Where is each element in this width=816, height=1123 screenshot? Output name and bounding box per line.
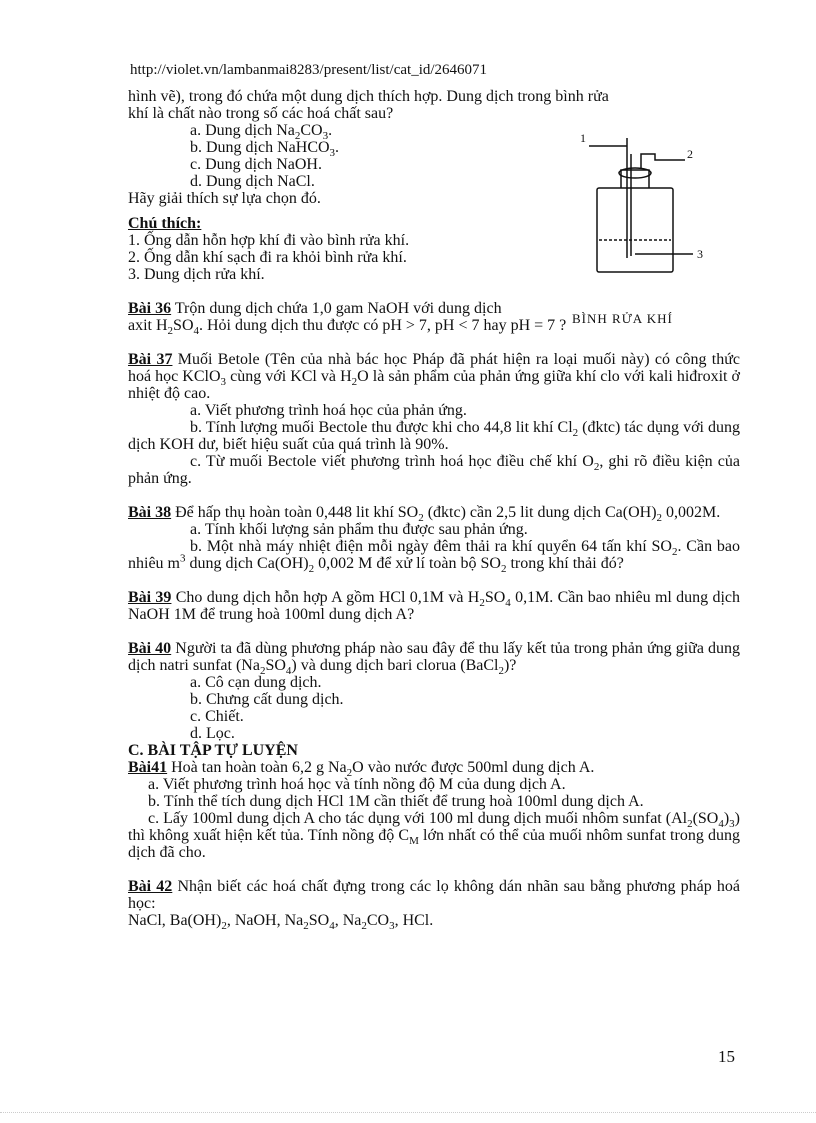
bai40-option-d: d. Lọc. [190, 725, 235, 742]
bai38-a: a. Tính khối lượng sản phẩm thu được sau phản ứng. [190, 521, 528, 538]
bai37-a: a. Viết phương trình hoá học của phản ứng. [190, 402, 467, 419]
bai37-b: b. Tính lượng muối Bectole thu được khi cho 44,8 lit khí $Cl_2$ (đktc) tác dụng với dung dịch KOH dư, biết hiệu suất của quá trình là 90%. [128, 419, 740, 453]
bai38-b: b. Một nhà máy nhiệt điện mỗi ngày đêm thải ra khí quyển 64 tấn khí $SO_2$. Cần bao nhiêu $m^3$ dung dịch $Ca(OH)_2$ 0,002 M để xử lí toàn bộ $SO_2$ trong khí thải đó? [128, 538, 741, 576]
bai37-c: c. Từ muối Bectole viết phương trình hoá học điều chế khí $O_2$, ghi rõ điều kiện của phản ứng. [128, 453, 741, 487]
bai41-c: c. Lấy 100ml dung dịch A cho tác dụng với 100 ml dung dịch muối nhôm sunfat $(Al_2(SO_4)_3)$ thì không xuất hiện kết tủa. Tính nồng độ $C_M$ lớn nhất có thể của muối nhôm sunfat trong dung dịch đã cho. [128, 810, 740, 861]
bai38-title: Bài 38 [128, 504, 172, 521]
bai35-line2: khí là chất nào trong số các hoá chất sau? [128, 105, 394, 122]
bai41-b: b. Tính thể tích dung dịch HCl 1M cần thiết để trung hoà 100ml dung dịch A. [148, 793, 644, 810]
bai40-text: Bài 40 Người ta đã dùng phương pháp nào sau đây để thu lấy kết tủa trong phản ứng giữa dung dịch natri sunfat $(Na_2SO_4)$ và dung dịch bari clorua (BaCl$_2$)? [128, 640, 741, 678]
bai35-option-a: a. Dung dịch $Na_2CO_3$. [190, 122, 333, 143]
page-number: 15 [718, 1047, 735, 1066]
bai35-explain: Hãy giải thích sự lựa chọn đó. [128, 190, 321, 207]
main-text [128, 88, 741, 933]
bai36-title: Bài 36 [128, 300, 172, 317]
bai38-intro: Bài 38 Để hấp thụ hoàn toàn 0,448 lit khí $SO_2$ (đktc) cần 2,5 lit dung dịch $Ca(OH)_2$ 0,002M. [128, 504, 721, 525]
bai37-title: Bài 37 [128, 351, 173, 368]
note-1: 1. Ống dẫn hỗn hợp khí đi vào bình rửa khí. [128, 232, 410, 249]
bai39-text: Bài 39 Cho dung dịch hỗn hợp A gồm HCl 0,1M và $H_2SO_4$ 0,1M. Cần bao nhiêu ml dung dịch NaOH 1M để trung hoà 100ml dung dịch A? [128, 589, 741, 623]
figure-label-2: 2 [687, 147, 693, 161]
bai35-option-d: d. Dung dịch NaCl. [190, 173, 315, 190]
bai42-chemicals: NaCl, $Ba(OH)_2$, NaOH, $Na_2SO_4$, $Na_2CO_3$, HCl. [128, 912, 434, 933]
notes-title: Chú thích: [128, 215, 202, 232]
bai37-intro: Bài 37 Muối Betole (Tên của nhà bác học Pháp đã phát hiện ra loại muối này) có công thức hoá học KClO$_3$ cùng với KCl và $H_2O$ là sản phẩm của phản ứng giữa khí clo với kali hiđroxit ở nhiệt độ cao. [128, 351, 741, 402]
bai36-line: Bài 36 Trộn dung dịch chứa 1,0 gam NaOH với dung dịch [128, 300, 502, 317]
bai41-title: Bài41 [128, 759, 168, 776]
bai40-title: Bài 40 [128, 640, 172, 657]
bai35-option-c: c. Dung dịch NaOH. [190, 156, 322, 173]
note-2: 2. Ống dẫn khí sạch đi ra khỏi bình rửa khí. [128, 249, 407, 266]
figure-label-1: 1 [580, 131, 586, 145]
figure-caption: BÌNH RỬA KHÍ [572, 311, 673, 326]
source-url: http://violet.vn/lambanmai8283/present/list/cat_id/2646071 [130, 62, 488, 78]
bai39-title: Bài 39 [128, 589, 172, 606]
bai36-line2: axit $H_2SO_4$. Hỏi dung dịch thu được có pH > 7, pH < 7 hay pH = 7 ? [128, 317, 567, 338]
bai42-title: Bài 42 [128, 878, 173, 895]
bai41-a: a. Viết phương trình hoá học và tính nồng độ M của dung dịch A. [148, 776, 566, 793]
bottom-divider [0, 1112, 816, 1113]
bai41-intro: Bài41 Hoà tan hoàn toàn 6,2 g $Na_2O$ vào nước được 500ml dung dịch A. [128, 759, 595, 780]
section-c-title: C. BÀI TẬP TỰ LUYỆN [128, 742, 298, 759]
note-3: 3. Dung dịch rửa khí. [128, 266, 265, 283]
figure-label-3: 3 [697, 247, 703, 261]
bai40-option-a: a. Cô cạn dung dịch. [190, 674, 322, 691]
bai35-line1: hình vẽ), trong đó chứa một dung dịch thích hợp. Dung dịch trong bình rửa [128, 88, 609, 105]
bai42-text: Bài 42 Nhận biết các hoá chất đựng trong các lọ không dán nhãn sau bằng phương pháp hoá học: [128, 878, 741, 912]
bai40-option-b: b. Chưng cất dung dịch. [190, 691, 344, 708]
bai35-option-b: b. Dung dịch NaHCO$_3$. [190, 139, 340, 160]
bai40-option-c: c. Chiết. [190, 708, 244, 725]
